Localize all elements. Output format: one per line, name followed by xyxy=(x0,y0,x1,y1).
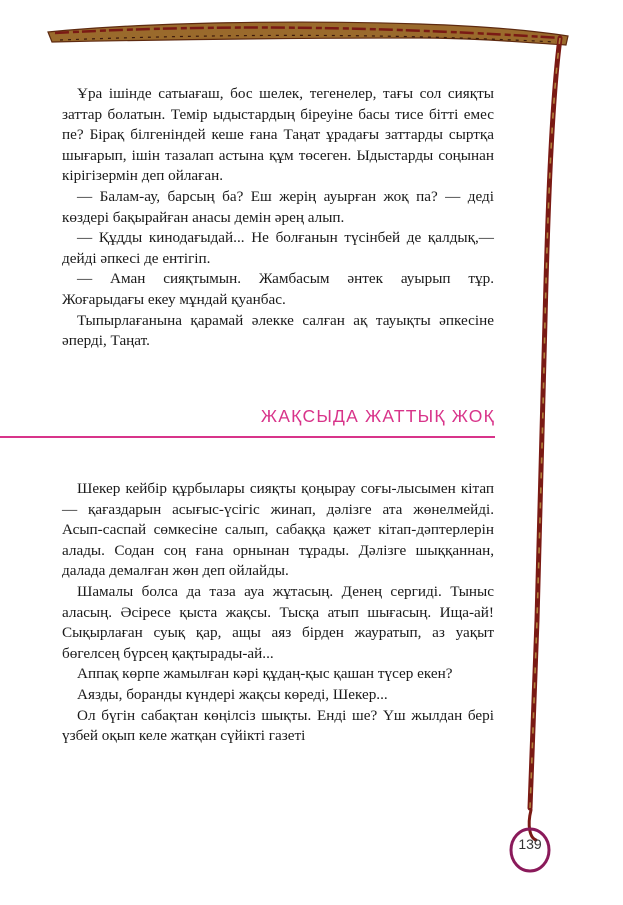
text-block-bottom xyxy=(62,479,494,747)
paragraph: — Аман сияқтымын. Жамбасым әнтек ауырып тұр. Жоғарыдағы екеу мұндай қуанбас. xyxy=(62,270,494,308)
paragraph: Тыпырлағанына қарамай әлекке салған ақ тауықты әпкесіне әперді, Таңат. xyxy=(62,311,494,350)
heading-underline xyxy=(0,436,495,438)
page-number: 139 xyxy=(518,836,542,852)
paragraph: Ол бүгін сабақтан көңілсіз шықты. Енді ше? Үш жылдан бері үзбей оқып келе жатқан сүйікті газеті xyxy=(62,706,494,745)
right-stick xyxy=(529,38,560,840)
text-block-top xyxy=(62,84,494,352)
paragraph: Шамалы болса да таза ауа жұтасың. Денең сергиді. Тыныс аласың. Әсіресе қыста жақсы. Тысқа атып шығасың. Ища-ай! Сықырлаған суық қар, ащы аяз бірден жауратып, аз уақыт бөгелсең бүрсең қақтырады-ай... xyxy=(62,582,494,662)
top-scroll-bar xyxy=(48,22,568,45)
paragraph: Шекер кейбір құрбылары сияқты қоңырау соғы-лысымен кітап— қағаздарын асығыс-үсігіс жинап, дәлізге ата жөнелмейді. Асып-саспай сөмкесіне салып, сабаққа қажет кітап-дәптерлерін алады. Содан соң ғана орнынан тұрады. Дәлізге шыққаннан, далада демалған жөн деп ойлайды. xyxy=(62,480,494,580)
section-heading: ЖАҚСЫДА ЖАТТЫҚ ЖОҚ xyxy=(260,406,495,426)
paragraph: — Құдды кинодағыдай... Не болғанын түсінбей де қалдық,— дейді әпкесі де ентігіп. xyxy=(62,229,494,267)
paragraph: Ұра ішінде сатыағаш, бос шелек, тегенелер, тағы сол сияқты заттар болатын. Темір ыдыстардың біреуіне басы тисе бітті емес пе? Бірақ білгеніндей кеше ғана Таңат ұрадағы заттарды сыртқа шығарып, ішін тазалап астына құм төсеген. Ыдыстарды соңынан кірігізермін деп ойлаған. xyxy=(62,85,494,185)
paragraph: Аппақ көрпе жамылған кәрі құдаң-қыс қашан түсер екен? xyxy=(77,665,453,683)
paragraph: Аязды, боранды күндері жақсы көреді, Шекер... xyxy=(77,685,388,703)
paragraph: — Балам-ау, барсың ба? Еш жерің ауырған жоқ па? — деді көздері бақырайған анасы демін әрең алып. xyxy=(62,187,494,226)
